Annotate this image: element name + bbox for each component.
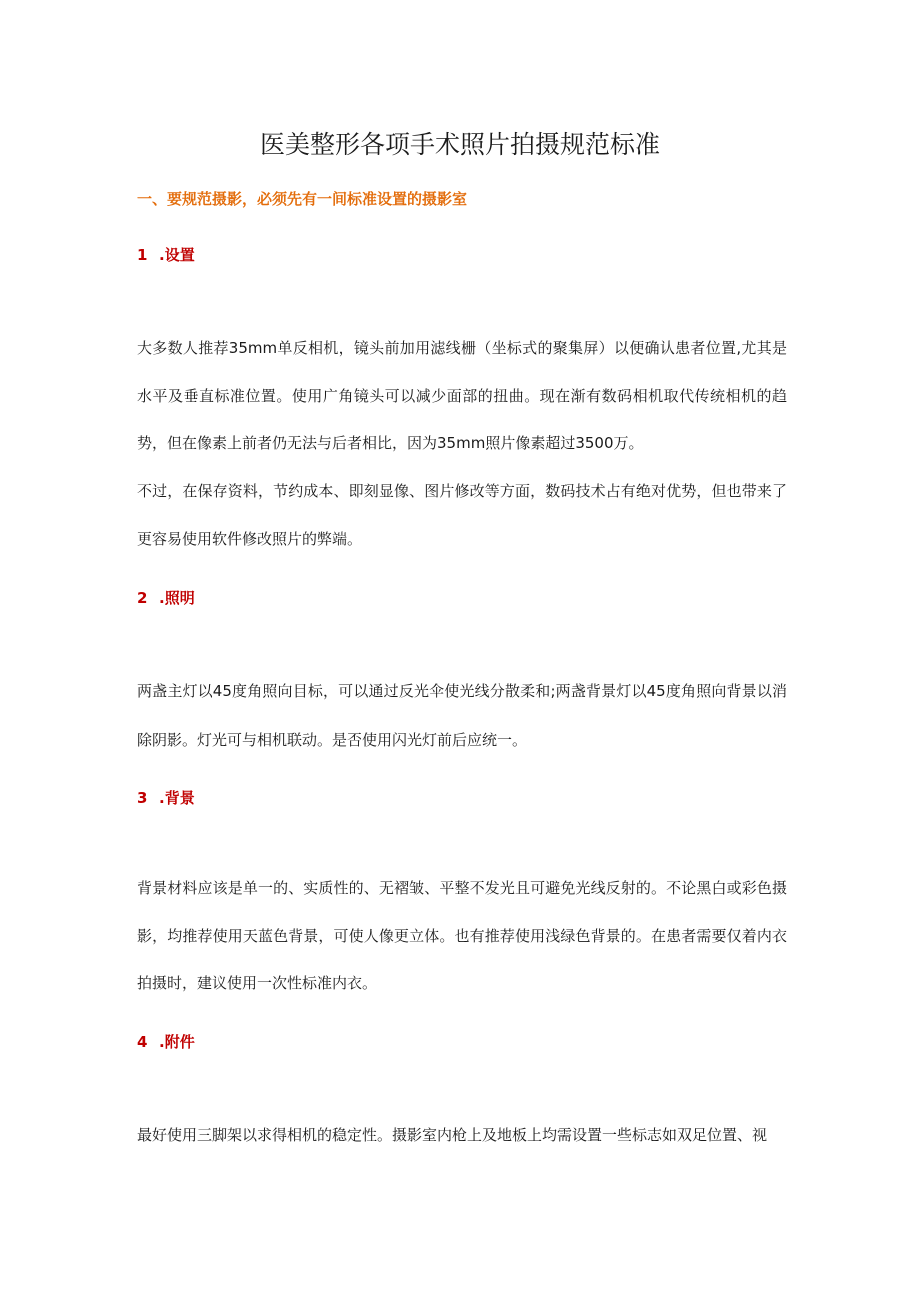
paragraph: 两盏主灯以45度角照向目标，可以通过反光伞使光线分散柔和;两盏背景灯以45度角照向背景以消除阴影。灯光可与相机联动。是否使用闪光灯前后应统一。	[137, 682, 787, 749]
subsection-number: 3	[137, 789, 148, 807]
subsection-heading-accessories	[137, 1031, 195, 1053]
subsection-heading-lighting	[137, 587, 195, 609]
paragraph: 大多数人推荐35mm单反相机，镜头前加用滤线栅（坐标式的聚集屏）以便确认患者位置,尤其是水平及垂直标准位置。使用广角镜头可以减少面部的扭曲。现在渐有数码相机取代传统相机的趋势，但在像素上前者仍无法与后者相比，因为35mm照片像素超过3500万。	[137, 339, 787, 452]
paragraph: 最好使用三脚架以求得相机的稳定性。摄影室内枪上及地板上均需设置一些标志如双足位置、视	[137, 1126, 768, 1144]
section-heading: 一、要规范摄影，必须先有一间标准设置的摄影室	[137, 190, 468, 208]
subsection-title: .附件	[159, 1033, 195, 1051]
subsection-title: .背景	[159, 789, 195, 807]
subsection-heading-background	[137, 787, 195, 809]
subsection-number: 1	[137, 246, 148, 264]
subsection-title: .照明	[159, 589, 195, 607]
subsection-heading-setup	[137, 244, 195, 266]
subsection-number: 2	[137, 589, 148, 607]
subsection-number: 4	[137, 1033, 148, 1051]
paragraph: 不过，在保存资料，节约成本、即刻显像、图片修改等方面，数码技术占有绝对优势，但也带来了更容易使用软件修改照片的弊端。	[137, 482, 787, 548]
paragraph: 背景材料应该是单一的、实质性的、无褶皱、平整不发光且可避免光线反射的。不论黑白或彩色摄影，均推荐使用天蓝色背景，可使人像更立体。也有推荐使用浅绿色背景的。在患者需要仅着内衣拍摄时，建议使用一次性标准内衣。	[137, 879, 787, 992]
subsection-title: .设置	[159, 246, 195, 264]
page-title: 医美整形各项手术照片拍摄规范标准	[259, 130, 660, 159]
